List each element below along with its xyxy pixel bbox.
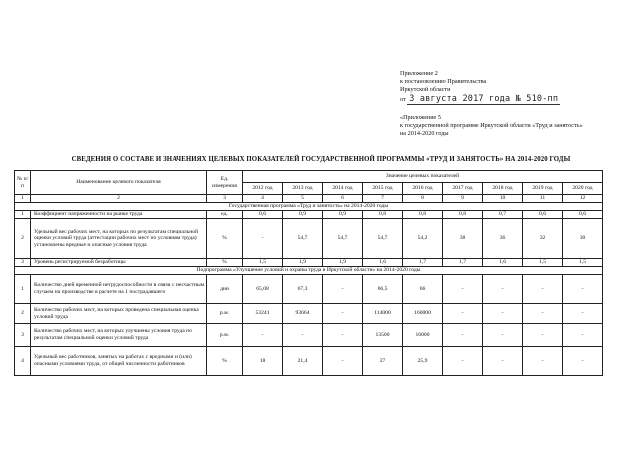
indicator-value: 0,7 [483, 211, 523, 219]
section-title: Подпрограмма «Улучшение условий и охраны труда в Иркутской области» на 2014-2020 годы [15, 267, 603, 275]
column-number: 11 [523, 195, 563, 203]
indicator-value: 54,7 [283, 219, 323, 259]
indicator-value: - [323, 347, 363, 376]
indicator-value: 18 [243, 347, 283, 376]
appendix-line: к государственной программе Иркутской области «Труд и занятость» [400, 122, 583, 130]
header-unit: Ед. измерения [207, 171, 243, 195]
indicator-value: 1,6 [363, 259, 403, 267]
indicator-unit: дни [207, 275, 243, 304]
row-number: 1 [15, 211, 31, 219]
year-header: 2019 год [523, 183, 563, 195]
column-number: 5 [283, 195, 323, 203]
indicator-value: 16000 [403, 324, 443, 347]
header-name: Наименование целевого показателя [31, 171, 207, 195]
indicator-name: Уровень регистрируемой безработицы [31, 259, 207, 267]
header-row [15, 171, 603, 183]
column-number: 2 [31, 195, 207, 203]
indicator-value: 54,2 [403, 219, 443, 259]
header-num: № п/п [15, 171, 31, 195]
column-numbers-row [15, 195, 603, 203]
appendix-header [400, 70, 620, 105]
column-number: 7 [363, 195, 403, 203]
indicator-value: 21,4 [283, 347, 323, 376]
indicator-value: 36 [483, 219, 523, 259]
indicator-value: - [323, 275, 363, 304]
section-title: Государственная программа «Труд и занятость» на 2014-2020 годы [15, 203, 603, 211]
indicator-value: 13500 [363, 324, 403, 347]
row-number: 1 [15, 275, 31, 304]
indicator-value: 66,5 [363, 275, 403, 304]
indicator-value: 65,08 [243, 275, 283, 304]
indicator-value: 30 [563, 219, 603, 259]
indicator-unit: % [207, 219, 243, 259]
indicator-value: - [483, 275, 523, 304]
column-number: 4 [243, 195, 283, 203]
indicator-value: - [523, 324, 563, 347]
indicator-value: 0,9 [323, 211, 363, 219]
document-title: СВЕДЕНИЯ О СОСТАВЕ И ЗНАЧЕНИЯХ ЦЕЛЕВЫХ ПОКАЗАТЕЛЕЙ ГОСУДАРСТВЕННОЙ ПРОГРАММЫ «ТРУД И ЗАНЯТОСТЬ» НА 2014-2020 ГОДЫ [71, 156, 571, 163]
indicator-value: 27 [363, 347, 403, 376]
handwritten-date: 3 августа 2017 года № 510-пп [409, 93, 559, 104]
appendix-line: на 2014-2020 годы [400, 130, 449, 138]
year-header: 2016 год [403, 183, 443, 195]
header-values: Значение целевых показателей [243, 171, 603, 183]
indicator-value: - [323, 304, 363, 324]
year-header: 2012 год [243, 183, 283, 195]
row-number: 2 [15, 219, 31, 259]
table-row [15, 324, 603, 347]
indicator-value: 160000 [403, 304, 443, 324]
indicator-unit: ед. [207, 211, 243, 219]
year-header: 2015 год [363, 183, 403, 195]
indicator-unit: р.м. [207, 304, 243, 324]
indicator-value: 1,6 [483, 259, 523, 267]
year-header: 2013 год [283, 183, 323, 195]
indicator-value: 1,7 [403, 259, 443, 267]
indicators-table [14, 170, 603, 376]
indicator-value: - [443, 347, 483, 376]
indicator-value: - [563, 347, 603, 376]
indicator-value: 66 [403, 275, 443, 304]
indicator-value: 0,6 [563, 211, 603, 219]
indicator-value: - [563, 304, 603, 324]
indicator-value: - [483, 324, 523, 347]
table-row [15, 275, 603, 304]
indicator-value: 25,9 [403, 347, 443, 376]
column-number: 10 [483, 195, 523, 203]
indicator-unit: р.м. [207, 324, 243, 347]
indicator-value: - [563, 275, 603, 304]
indicator-value: - [243, 219, 283, 259]
appendix-reference [400, 114, 630, 139]
indicator-value: 1,7 [443, 259, 483, 267]
indicator-unit: % [207, 347, 243, 376]
indicator-value: 38 [443, 219, 483, 259]
row-number: 4 [15, 347, 31, 376]
appendix-line: к постановлению Правительства [400, 78, 487, 86]
indicator-name: Количество дней временной нетрудоспособности в связи с несчастным случаем на производстве в расчете на 1 пострадавшего [31, 275, 207, 304]
indicator-value: - [523, 347, 563, 376]
row-number: 2 [15, 304, 31, 324]
indicator-value: 67,3 [283, 275, 323, 304]
year-header: 2014 год [323, 183, 363, 195]
indicator-value: 1,9 [283, 259, 323, 267]
column-number: 6 [323, 195, 363, 203]
indicator-value: 32 [523, 219, 563, 259]
row-number: 3 [15, 259, 31, 267]
indicator-name: Коэффициент напряженности на рынке труда [31, 211, 207, 219]
section-row [15, 203, 603, 211]
indicator-value: - [443, 304, 483, 324]
year-header: 2017 год [443, 183, 483, 195]
indicator-value: - [483, 304, 523, 324]
indicator-value: 0,6 [523, 211, 563, 219]
indicator-value: - [523, 275, 563, 304]
column-number: 8 [403, 195, 443, 203]
column-number: 1 [15, 195, 31, 203]
row-number: 3 [15, 324, 31, 347]
indicator-value: 0,8 [363, 211, 403, 219]
indicator-value: 0,8 [443, 211, 483, 219]
year-header: 2018 год [483, 183, 523, 195]
indicator-value: 53241 [243, 304, 283, 324]
indicator-value: 93664 [283, 304, 323, 324]
indicator-unit: % [207, 259, 243, 267]
table-row [15, 347, 603, 376]
appendix-date-line [400, 95, 620, 105]
indicator-value: 54,7 [323, 219, 363, 259]
indicator-value: 0,8 [403, 211, 443, 219]
column-number: 12 [563, 195, 603, 203]
indicator-value: - [443, 324, 483, 347]
indicator-value: 1,5 [523, 259, 563, 267]
indicator-name: Количество рабочих мест, на которых проведена специальная оценка условий труда [31, 304, 207, 324]
indicator-value: - [443, 275, 483, 304]
indicator-value: 1,5 [243, 259, 283, 267]
indicator-value: 1,9 [323, 259, 363, 267]
indicator-value: - [243, 324, 283, 347]
table-row [15, 259, 603, 267]
indicator-value: 54,7 [363, 219, 403, 259]
indicator-value: - [523, 304, 563, 324]
appendix-line: «Приложение 5 [400, 114, 441, 121]
indicator-value: - [483, 347, 523, 376]
indicator-value: - [323, 324, 363, 347]
indicator-value: 114000 [363, 304, 403, 324]
indicator-value: 0,6 [243, 211, 283, 219]
table-row [15, 211, 603, 219]
column-number: 9 [443, 195, 483, 203]
appendix-line: Приложение 2 [400, 70, 438, 77]
indicator-value: 0,9 [283, 211, 323, 219]
indicator-value: - [563, 324, 603, 347]
indicator-value: - [283, 324, 323, 347]
table-row [15, 219, 603, 259]
section-row [15, 267, 603, 275]
date-prefix: от [400, 95, 406, 103]
appendix-line: Иркутской области [400, 86, 451, 94]
indicator-name: Удельный вес работников, занятых на работах с вредными и (или) опасными условиями труда, от общей численности работников [31, 347, 207, 376]
indicator-name: Количество рабочих мест, на которых улучшены условия труда по результатам специальной оценки условий труда [31, 324, 207, 347]
indicator-value: 1,5 [563, 259, 603, 267]
column-number: 3 [207, 195, 243, 203]
indicator-name: Удельный вес рабочих мест, на которых по результатам специальной оценки условий труда (аттестации рабочих мест по условиям труда) установлены вредные и опасные условия труда [31, 219, 207, 259]
table-row [15, 304, 603, 324]
year-header: 2020 год [563, 183, 603, 195]
